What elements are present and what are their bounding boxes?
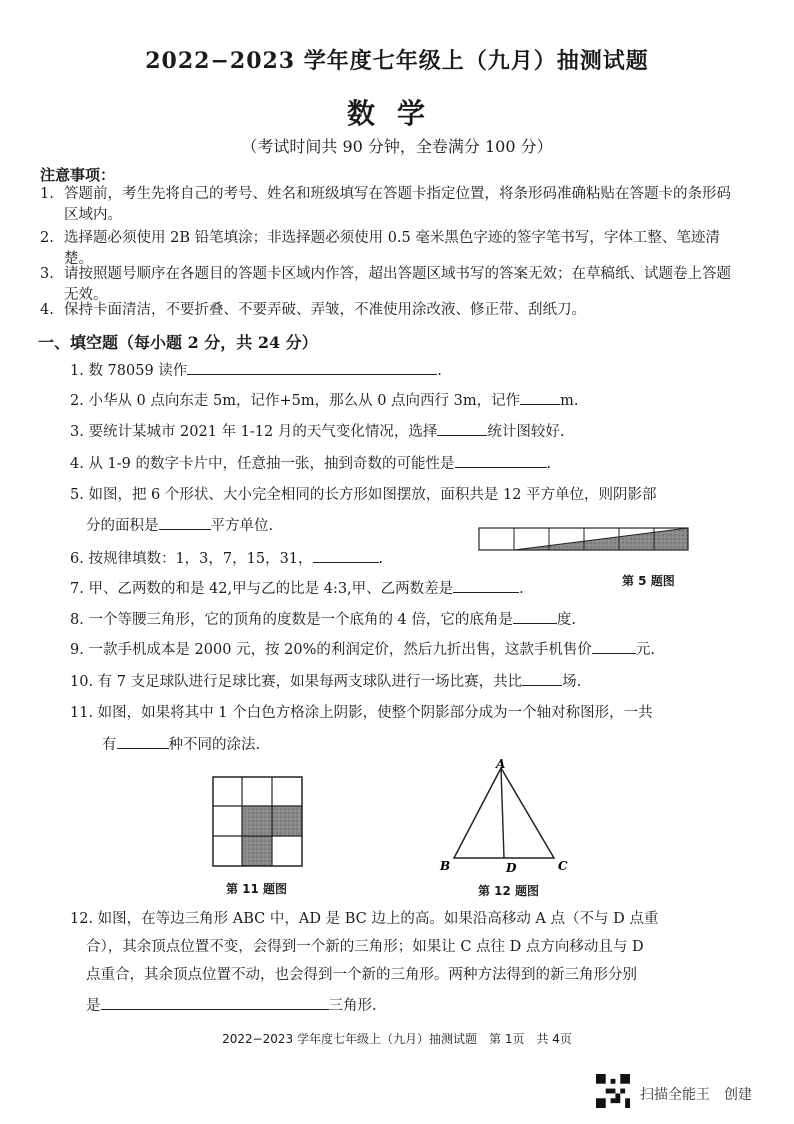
answer-blank[interactable]	[101, 995, 329, 1010]
question-text: .	[519, 581, 524, 597]
question-3	[70, 421, 730, 442]
question-text: 是	[86, 998, 101, 1014]
question-2	[70, 390, 730, 411]
question-7	[70, 578, 730, 599]
answer-blank[interactable]	[522, 671, 562, 686]
exam-title: 2022−2023 学年度七年级上（九月）抽测试题	[145, 48, 649, 74]
notice-number: 3.	[40, 266, 54, 282]
qr-code-icon	[596, 1074, 630, 1108]
answer-blank[interactable]	[455, 453, 547, 468]
figure-11-caption: 第 11 题图	[226, 882, 288, 896]
vertex-label-a: A	[496, 758, 506, 771]
question-6	[70, 548, 730, 569]
question-text: 三角形.	[328, 998, 377, 1014]
notice-number: 4.	[40, 302, 54, 318]
answer-blank[interactable]	[159, 515, 211, 530]
answer-blank[interactable]	[437, 421, 487, 436]
figure-5-caption: 第 5 题图	[622, 574, 675, 588]
figure-12-caption: 第 12 题图	[478, 884, 540, 898]
notice-text: 答题前，考生先将自己的考号、姓名和班级填写在答题卡指定位置，将条形码准确粘贴在答题卡的条形码区域内。	[64, 186, 731, 223]
question-11-line-2	[102, 734, 762, 755]
question-text: 元.	[635, 642, 656, 658]
question-text: .	[546, 456, 552, 472]
question-text: 平方单位.	[210, 518, 274, 534]
question-text: 10. 有 7 支足球队进行足球比赛，如果每两支球队进行一场比赛，共比	[70, 674, 523, 690]
exam-duration: （考试时间共 90 分钟，全卷满分 100 分）	[241, 137, 553, 156]
notice-text: 保持卡面清洁，不要折叠、不要弄破、弄皱，不准使用涂改液、修正带、刮纸刀。	[64, 302, 586, 318]
question-text: 3. 要统计某城市 2021 年 1-12 月的天气变化情况，选择	[70, 424, 438, 440]
question-5-line-1	[70, 485, 730, 505]
answer-blank[interactable]	[520, 390, 560, 405]
answer-blank[interactable]	[313, 548, 379, 563]
question-text: .	[437, 363, 442, 379]
question-text: 6. 按规律填数：1，3，7，15，31，	[70, 551, 313, 567]
figure-11-grid	[212, 776, 304, 868]
question-text: 11. 如图，如果将其中 1 个白色方格涂上阴影，使整个阴影部分成为一个轴对称图形，一共	[70, 705, 653, 721]
question-text: 统计图较好.	[487, 424, 565, 440]
point-label-d: D	[506, 861, 517, 875]
answer-blank[interactable]	[453, 578, 519, 593]
vertex-label-b: B	[440, 859, 451, 873]
page-footer: 2022−2023 学年度七年级上（九月）抽测试题 第 1页 共 4页	[222, 1032, 572, 1046]
question-text: 分的面积是	[86, 518, 159, 534]
question-text: 种不同的涂法.	[168, 737, 261, 753]
question-12-line-4	[86, 995, 746, 1016]
question-text: 8. 一个等腰三角形，它的顶角的度数是一个底角的 4 倍，它的底角是	[70, 612, 513, 628]
subject-title: 数学	[346, 97, 447, 130]
question-text: 2. 小华从 0 点向东走 5m，记作+5m，那么从 0 点向西行 3m，记作	[70, 393, 521, 409]
notice-text: 请按照题号顺序在各题目的答题卡区域内作答，超出答题区域书写的答案无效；在草稿纸、试题卷上答题无效。	[64, 266, 731, 303]
question-text: 场.	[562, 674, 582, 690]
question-text: 4. 从 1-9 的数字卡片中，任意抽一张，抽到奇数的可能性是	[70, 456, 455, 472]
figure-12-triangle	[436, 758, 576, 878]
question-12-line-1	[70, 909, 730, 929]
vertex-label-c: C	[558, 859, 568, 873]
question-text: 点重合，其余顶点位置不动，也会得到一个新的三角形。两种方法得到的新三角形分别	[86, 967, 637, 983]
answer-blank[interactable]	[513, 609, 557, 624]
question-text: 合），其余顶点位置不变，会得到一个新的三角形；如果让 C 点往 D 点方向移动且与 D	[86, 939, 644, 955]
question-8	[70, 609, 730, 630]
question-text: 7. 甲、乙两数的和是 42,甲与乙的比是 4:3,甲、乙两数差是	[70, 581, 454, 597]
question-11-line-1	[70, 703, 730, 723]
question-text: m.	[560, 393, 579, 409]
question-text: 度.	[556, 612, 576, 628]
question-text: .	[378, 551, 384, 567]
question-12-line-2	[86, 937, 746, 957]
notice-item-4	[40, 300, 740, 321]
shaded-square	[242, 836, 272, 866]
answer-blank[interactable]	[117, 734, 169, 749]
question-1	[70, 360, 730, 381]
notice-number: 2.	[40, 230, 54, 246]
question-text: 9. 一款手机成本是 2000 元，按 20%的利润定价，然后九折出售，这款手机售价	[70, 642, 592, 658]
question-text: 5. 如图，把 6 个形状、大小完全相同的长方形如图摆放，面积共是 12 平方单位，则阴影部	[70, 487, 657, 503]
question-text: 有	[102, 737, 117, 753]
notice-item-1	[40, 184, 740, 226]
answer-blank[interactable]	[187, 360, 437, 375]
question-10	[70, 671, 730, 692]
shaded-square	[242, 806, 272, 836]
question-4	[70, 453, 730, 474]
question-9	[70, 639, 730, 660]
question-text: 1. 数 78059 读作	[70, 363, 188, 379]
notice-number: 1.	[40, 186, 54, 202]
question-text: 12. 如图，在等边三角形 ABC 中，AD 是 BC 边上的高。如果沿高移动 A 点（不与 D 点重	[70, 911, 659, 927]
section-heading: 一、填空题（每小题 2 分，共 24 分）	[38, 333, 318, 352]
question-12-line-3	[86, 965, 746, 985]
shaded-square	[272, 806, 302, 836]
scanner-watermark: 扫描全能王 创建	[640, 1087, 752, 1103]
answer-blank[interactable]	[592, 639, 636, 654]
notice-text: 选择题必须使用 2B 铅笔填涂；非选择题必须使用 0.5 毫米黑色字迹的签字笔书写，字体工整、笔迹清楚。	[64, 230, 720, 267]
notice-heading: 注意事项：	[40, 166, 116, 184]
